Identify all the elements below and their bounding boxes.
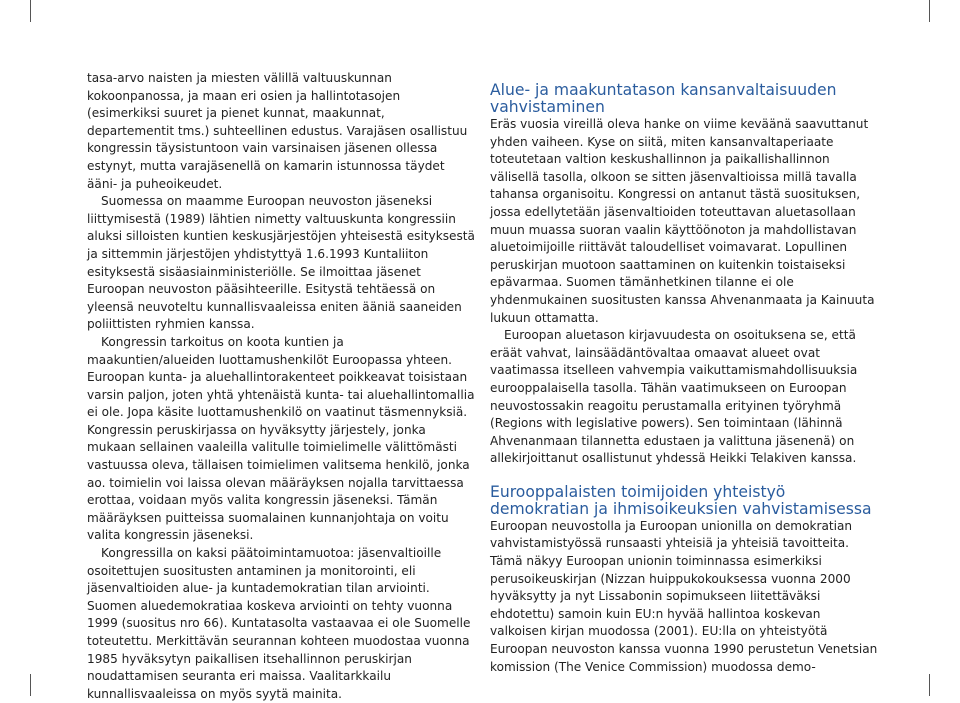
paragraph-congress-purpose: Kongressin tarkoitus on koota kuntien ja maakuntien/alueiden luottamushenkilöt Euroopassa yhteen. Euroopan kunta- ja aluehallintorakenteet poikkeavat toisistaan varsin paljon, joten yhtä yhtenäistä kunta- tai aluehallintomallia ei ole. Jopa käsite luottamushenkilö on vaatinut täsmennyksiä. Kongressin peruskirjassa on hyväksytty järjestely, jonka mukaan sellainen vaaleilla valitulle toimielimelle välittömästi vastuussa oleva, tällaisen toimielimen valitsema henkilö, jonka ao. toimielin voi laissa olevan määräyksen nojalla tarvittaessa erottaa, voidaan myös valita kongressin jäseneksi. Tämän määräyksen puitteissa suomalainen kunnanjohtaja on voitu valita kongressin jäseneksi.	[87, 334, 475, 543]
left-column	[87, 70, 475, 703]
crop-mark-bottom-left	[30, 674, 31, 696]
crop-mark-top-right	[929, 0, 930, 22]
paragraph-intro: tasa-arvo naisten ja miesten välillä valtuuskunnan kokoonpanossa, ja maan eri osien ja hallintotasojen (esimerkiksi suuret ja pienet kunnat, maakunnat, departementit tms.) suhteellinen edustus. Varajäsen osallistuu kongressin täysistuntoon vain varsinaisen jäsenen ollessa estynyt, mutta varajäsenellä on kamarin istunnossa täydet ääni- ja puheoikeudet.	[87, 71, 468, 191]
paragraph-finland-delegation: Suomessa on maamme Euroopan neuvoston jäseneksi liittymisestä (1989) lähtien nimetty valtuuskunta kongressiin aluksi silloisten kuntien keskusjärjestöjen yhteisestä esityksestä ja sittemmin järjestöjen yhdistyttyä 1.6.1993 Kuntaliiton esityksestä sisäasiainministeriölle. Se ilmoittaa jäsenet Euroopan neuvoston pääsihteerille. Esitystä tehtäessä on yleensä neuvoteltu kunnallisvaaleissa eniten ääniä saaneiden poliittisten ryhmien kanssa.	[87, 194, 475, 332]
crop-mark-bottom-right	[929, 674, 930, 696]
paragraph-congress-activities: Kongressilla on kaksi päätoimintamuotoa: jäsenvaltioille osoitettujen suositusten antaminen ja monitorointi, eli jäsenvaltioiden alue- ja kuntademokratian tilan arviointi. Suomen aluedemokratiaa koskeva arviointi on tehty vuonna 1999 (suositus nro 66). Kuntatasolta vastaavaa ei ole Suomelle toteutettu. Merkittävän seurannan kohteen muodostaa vuonna 1985 hyväksytyn paikallisen itsehallinnon peruskirjan noudattamisen seuranta eri maissa. Vaalitarkkailu kunnallisvaaleissa on myös syytä mainita.	[87, 546, 471, 701]
paragraph-legislative-regions: Euroopan aluetason kirjavuudesta on osoituksena se, että eräät vahvat, lainsäädäntövaltaa omaavat alueet ovat vaatimassa itselleen vahvempia vaikuttamismahdollisuuksia eurooppalaisella tasolla. Tähän vaatimukseen on Euroopan neuvostossakin reagoitu perustamalla erityinen työryhmä (Regions with legislative powers). Sen toimintaan (lähinnä Ahvenanmaan tilannetta edustaen ja valittuna jäsenenä) on allekirjoittanut osallistunut yhdessä Heikki Telakiven kanssa.	[490, 328, 858, 466]
paragraph-eu-coe-cooperation: Euroopan neuvostolla ja Euroopan unionilla on demokratian vahvistamistyössä runsaasti yhteisiä ja yhteisiä tavoitteita. Tämä näkyy Euroopan unionin toiminnassa esimerkiksi perusoikeuskirjan (Nizzan huippukokouksessa vuonna 2000 hyväksytty ja nyt Lissabonin sopimukseen liitettäväksi ehdotettu) samoin kuin EU:n hyvää hallintoa koskevan valkoisen kirjan muodossa (2001). EU:lla on yhteistyötä Euroopan neuvoston kanssa vuonna 1990 perustetun Venetsian komission (The Venice Commission) muodossa demo-	[490, 518, 878, 674]
section-heading-european-cooperation: Eurooppalaisten toimijoiden yhteistyö demokratian ja ihmisoikeuksien vahvistamisessa	[490, 482, 872, 518]
paragraph-regional-recommendation: Eräs vuosia vireillä oleva hanke on viime keväänä saavuttanut yhden vaiheen. Kyse on siitä, miten kansanvaltaperiaate toteutetaan valtion keskushallinnon ja paikallishallinnon välisellä tasolla, olkoon se sitten jäsenvaltioissa millä tavalla tahansa organisoitu. Kongressi on antanut tästä suosituksen, jossa edellytetään jäsenvaltioiden toteuttavan aluetasollaan muun muassa suoran vaalin käyttöönoton ja mahdollistavan aluetoimijoille riittävät taloudelliset voimavarat. Lopullinen peruskirjan muotoon saattaminen on kuitenkin toistaiseksi epävarmaa. Suomen tämänhetkinen tilanne ei ole yhdenmukainen suositusten kanssa Ahvenanmaata ja Kainuuta lukuun ottamatta.	[490, 117, 875, 325]
right-column	[490, 70, 878, 676]
section-heading-regional-democracy: Alue- ja maakuntatason kansanvaltaisuuden vahvistaminen	[490, 81, 837, 116]
crop-mark-top-left	[30, 0, 31, 22]
